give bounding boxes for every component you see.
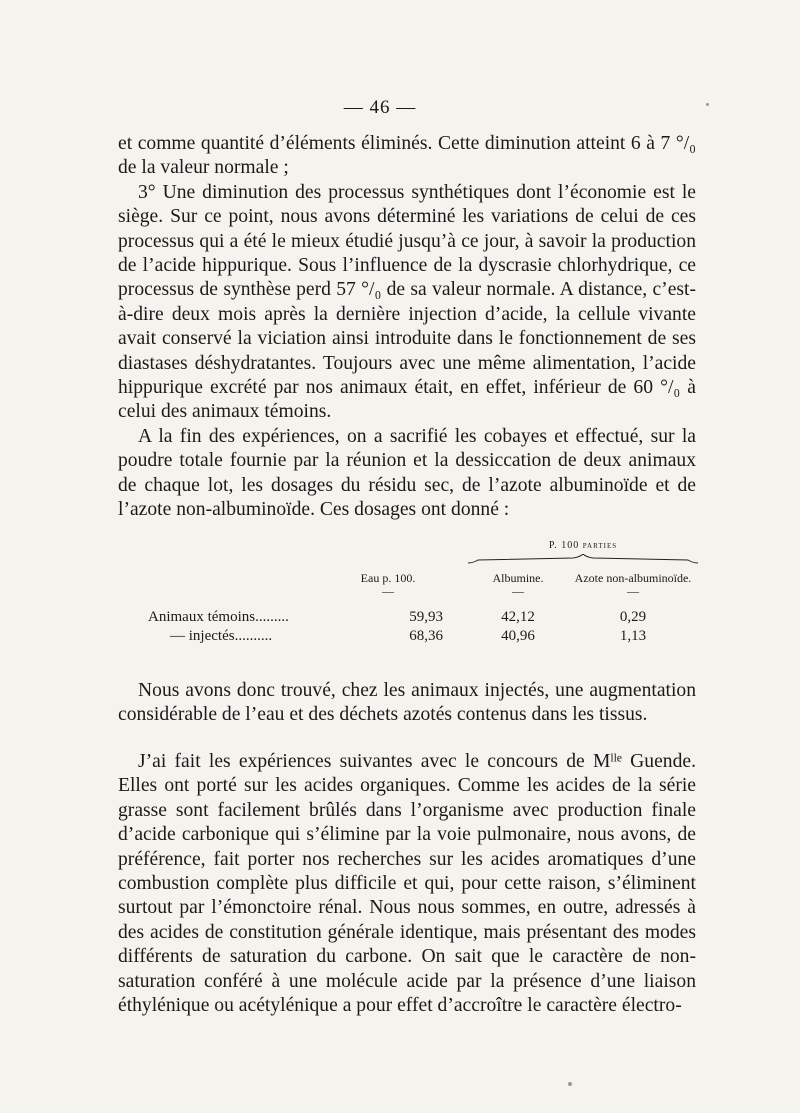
cell-albumine: 42,12 <box>501 609 535 625</box>
page-number: — 46 — <box>343 97 417 118</box>
header-dash: — <box>627 584 639 598</box>
paragraph-continuation: et comme quantité d’éléments éliminés. Cette diminution atteint 6 à 7 °/₀ de la valeur normale ; <box>118 133 696 179</box>
row-label: Animaux témoins......... <box>148 609 289 625</box>
brace-line <box>468 554 698 564</box>
table-group-header: P. 100 parties <box>548 540 618 551</box>
text-block-bottom <box>118 750 696 1018</box>
cell-albumine: 40,96 <box>501 628 535 644</box>
paragraph-conclusion: Nous avons donc trouvé, chez les animaux injectés, une augmentation considérable de l’eau et des déchets azotés contenus dans les tissus. <box>118 680 696 726</box>
header-dash: — <box>512 584 524 598</box>
paragraph-acides: J’ai fait les expériences suivantes avec le concours de Mˡˡᵉ Guende. Elles ont porté sur les acides organiques. Comme les acides de la série grasse sont facilement brûlés dans l’organisme avec production finale d’acide carbonique qui s’élimine par la voie pulmonaire, nous avons, de préférence, fait porter nos recherches sur les acides aromatiques d’une combustion complète plus difficile et qui, pour cette raison, s’éliminent surtout par l’émonctoire rénal. Nous nous sommes, en outre, adressés à des acides de constitution générale identique, mais présentant des modes différents de saturation du carbone. On sait que le caractère de non-saturation conféré à une molécule acide par la présence d’une liaison éthylénique ou acétylénique a pour effet d’accroître le caractère électro- <box>118 751 696 1017</box>
column-header-eau: Eau p. 100. <box>360 571 416 585</box>
paper-speck <box>706 103 709 106</box>
cell-eau: 59,93 <box>409 609 443 625</box>
table-row <box>148 609 698 629</box>
paragraph-point-3: 3° Une diminution des processus synthétiques dont l’économie est le siège. Sur ce point, nous avons déterminé les variations de celui de ces processus qui a été le mieux étudié jusqu’à ce jour, à savoir la production de l’acide hippurique. Sous l’influence de la dyscrasie chlorhydrique, ce processus de synthèse perd 57 °/₀ de sa valeur normale. A distance, c’est-à-dire deux mois après la dernière injection d’acide, la cellule vivante avait conservé la viciation ainsi introduite dans le fonctionnement de ses diastases déshydratantes. Toujours avec une même alimentation, l’acide hippurique excrété par nos animaux était, en effet, inférieur de 60 °/₀ à celui des animaux témoins. <box>118 181 696 423</box>
table-row <box>148 628 698 648</box>
cell-azote: 1,13 <box>619 628 647 644</box>
column-header-albumine: Albumine. <box>492 571 544 585</box>
cell-eau: 68,36 <box>409 628 443 644</box>
row-label: — injectés.......... <box>170 628 273 644</box>
cell-azote: 0,29 <box>619 609 647 625</box>
text-block-top <box>118 132 696 523</box>
paper-speck <box>568 1082 572 1086</box>
text-block-mid <box>118 679 696 728</box>
header-dash: — <box>382 584 394 598</box>
column-header-azote: Azote non-albuminoïde. <box>574 571 692 585</box>
paragraph-experiences: A la fin des expériences, on a sacrifié les cobayes et effectué, sur la poudre totale fournie par la réunion et la dessiccation de deux animaux de chaque lot, les dosages du résidu sec, de l’azote albuminoïde et de l’azote non-albuminoïde. Ces dosages ont donné : <box>118 425 696 521</box>
